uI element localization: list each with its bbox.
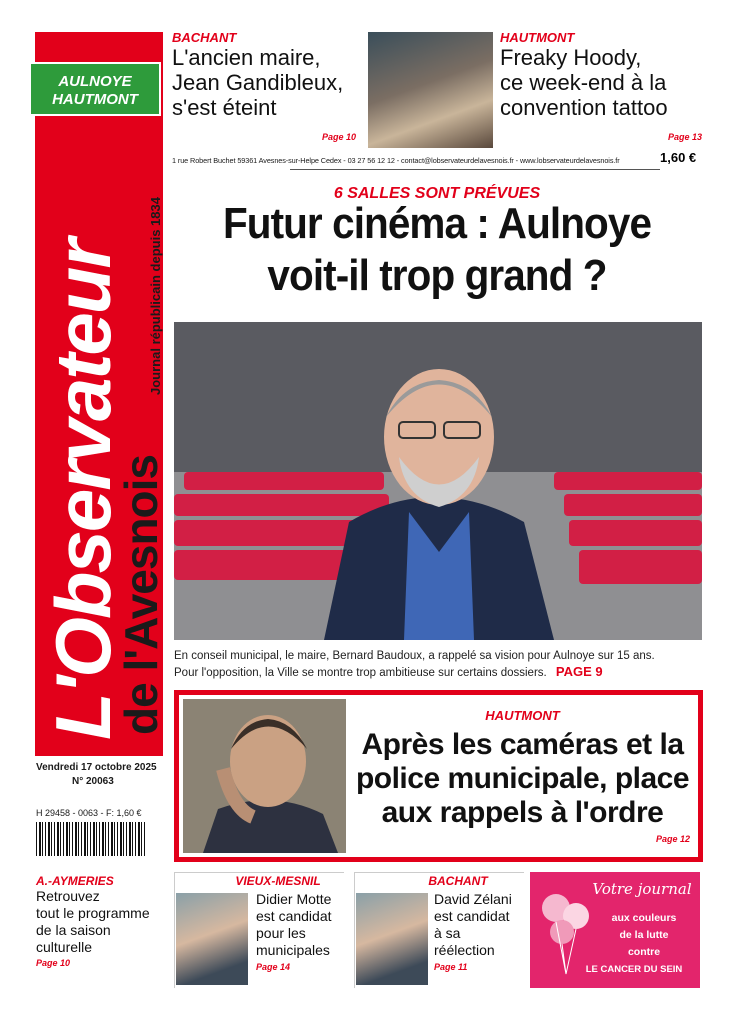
hautmont-page-ref[interactable]: Page 12	[656, 834, 691, 844]
balloons-icon	[538, 886, 596, 976]
brief-page-ref[interactable]: Page 10	[36, 958, 71, 968]
brief-line: à sa	[434, 925, 461, 941]
price: 1,60 €	[660, 150, 697, 165]
brief-text	[434, 891, 524, 972]
logo-subtitle: de l'Avesnois	[115, 454, 167, 735]
teaser-title-line: convention tattoo	[500, 95, 668, 120]
teaser-title-line: s'est éteint	[172, 95, 277, 120]
teaser-kicker: BACHANT	[172, 30, 237, 45]
contact-bar	[172, 154, 700, 168]
logo-title: L'Observateur	[39, 240, 127, 740]
brief-line: Didier Motte	[256, 891, 332, 907]
tagline: Journal républicain depuis 1834	[148, 197, 163, 395]
hautmont-kicker: HAUTMONT	[485, 708, 560, 723]
promo-line: contre	[627, 946, 661, 958]
brief-line: municipales	[256, 942, 330, 958]
lead-headline-line: Futur cinéma : Aulnoye	[222, 199, 652, 248]
contact-text: 1 rue Robert Buchet 59361 Avesnes-sur-Helpe Cedex - 03 27 56 12 12 - contact@lobservateurdelavesnois.fr - www.lobservateurdelavesnois.fr	[172, 156, 620, 165]
brief-line: de la saison	[36, 922, 111, 938]
issue-number: N° 20063	[72, 776, 114, 787]
brief-line: réélection	[434, 942, 495, 958]
hautmont-headline-line: Après les caméras et la	[361, 728, 684, 761]
cinema-illustration	[174, 322, 702, 640]
promo-text	[592, 910, 696, 961]
candidate-photo	[176, 893, 248, 985]
edition-line-2: HAUTMONT	[52, 91, 138, 108]
promo-box[interactable]	[530, 872, 700, 988]
brief-line: tout le programme	[36, 905, 150, 921]
teaser-title-line: Jean Gandibleux,	[172, 70, 344, 95]
teaser-kicker: HAUTMONT	[500, 30, 575, 45]
brief-kicker: BACHANT	[428, 874, 488, 888]
hautmont-photo	[183, 699, 346, 853]
brief-line: culturelle	[36, 939, 93, 955]
promo-line: de la lutte	[619, 929, 669, 941]
brief-kicker: VIEUX-MESNIL	[235, 874, 321, 888]
edition-line-1: AULNOYE	[58, 73, 132, 90]
lead-kicker: 6 SALLES SONT PRÉVUES	[333, 185, 541, 202]
brief-line: Retrouvez	[36, 888, 100, 904]
brief-line: est candidat	[256, 908, 332, 924]
tattoo-photo	[368, 32, 493, 148]
brief-line: pour les	[256, 925, 306, 941]
brief-page-ref[interactable]: Page 14	[256, 962, 291, 972]
man-illustration	[183, 699, 346, 853]
hautmont-headline-line: police municipale, place	[355, 762, 690, 795]
lead-headline-line: voit-il trop grand ?	[267, 251, 607, 300]
lead-headline[interactable]	[193, 198, 681, 302]
promo-line: Votre journal	[592, 880, 692, 898]
divider	[290, 169, 660, 170]
teaser-bachant[interactable]	[172, 30, 362, 120]
teaser-title-line: ce week-end à la	[500, 70, 667, 95]
brief-text	[256, 891, 346, 972]
barcode	[36, 822, 146, 856]
teaser-title-line: Freaky Hoody,	[500, 45, 642, 70]
edition-badge[interactable]	[29, 62, 161, 116]
promo-line: aux couleurs	[611, 912, 677, 924]
hautmont-headline	[350, 728, 695, 830]
brief-aymeries[interactable]	[36, 874, 166, 968]
lead-photo[interactable]	[174, 322, 702, 640]
caption-line: Pour l'opposition, la Ville se montre trop ambitieuse sur certains dossiers.	[174, 667, 547, 679]
brief-line: David Zélani	[434, 891, 512, 907]
teaser-page-ref[interactable]: Page 13	[668, 132, 703, 142]
brief-page-ref[interactable]: Page 11	[434, 962, 468, 972]
promo-line: LE CANCER DU SEIN	[585, 964, 683, 975]
issue-date: Vendredi 17 octobre 2025	[36, 762, 157, 773]
lead-caption	[174, 648, 704, 681]
lead-page-ref[interactable]: PAGE 9	[555, 664, 603, 679]
brief-line: est candidat	[434, 908, 510, 924]
teaser-page-ref[interactable]: Page 10	[322, 132, 357, 142]
hautmont-headline-line: aux rappels à l'ordre	[381, 796, 664, 829]
brief-kicker: A.-AYMERIES	[36, 874, 114, 888]
teaser-hautmont[interactable]	[500, 30, 700, 120]
barcode-text: H 29458 - 0063 - F: 1,60 €	[36, 808, 142, 818]
caption-line: En conseil municipal, le maire, Bernard Baudoux, a rappelé sa vision pour Aulnoye sur 15 ans.	[174, 650, 655, 662]
candidate-photo	[356, 893, 428, 985]
teaser-title-line: L'ancien maire,	[172, 45, 321, 70]
